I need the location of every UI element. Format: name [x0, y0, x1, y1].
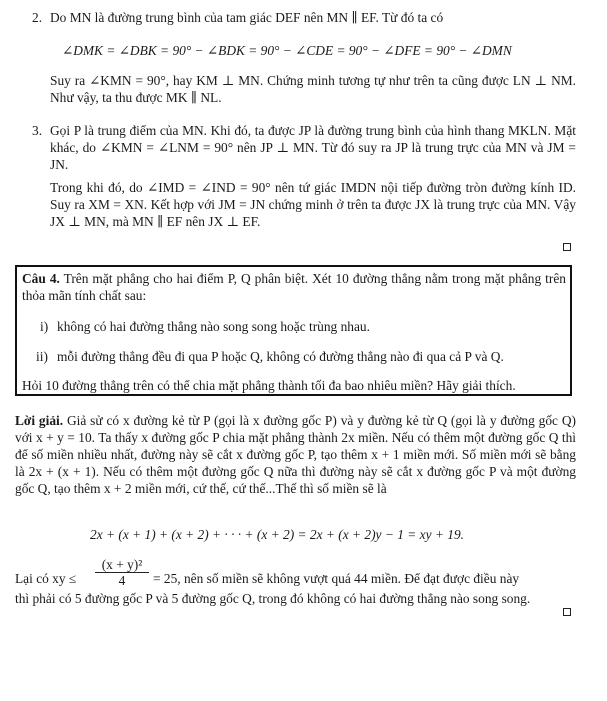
- condition-2-text: mỗi đường thẳng đều đi qua P hoặc Q, không có đường thẳng nào đi qua cả P và Q.: [57, 349, 504, 364]
- qed-square-icon: [563, 243, 571, 251]
- fraction: [95, 557, 149, 589]
- item-2-line1: Do MN là đường trung bình của tam giác DEF nên MN ∥ EF. Từ đó ta có: [50, 10, 444, 25]
- condition-1-number: i): [40, 319, 49, 334]
- item-3-number: 3.: [32, 123, 43, 138]
- question-text: Trên mặt phẳng cho hai điểm P, Q phân biệt. Xét 10 đường thẳng nằm trong mặt phẳng trên thỏa mãn tính chất sau:: [22, 271, 566, 303]
- question-statement: [22, 270, 566, 304]
- item-2-conclusion: Suy ra ∠KMN = 90°, hay KM ⊥ MN. Chứng minh tương tự như trên ta cũng được LN ⊥ NM. Như vậy, ta thu được MK ∥ NL.: [50, 73, 576, 105]
- question-ask: Hỏi 10 đường thẳng trên có thể chia mặt phẳng thành tối đa bao nhiêu miền? Hãy giải thích.: [22, 378, 516, 393]
- qed-square-icon: [563, 608, 571, 616]
- inequality-line: [15, 557, 580, 591]
- question-label: Câu 4.: [22, 271, 60, 286]
- condition-2-number: ii): [36, 349, 48, 364]
- condition-1-text: không có hai đường thẳng nào song song hoặc trùng nhau.: [57, 319, 370, 334]
- inequality-rest: = 25, nên số miền sẽ không vượt quá 44 miền. Để đạt được điều này: [153, 571, 520, 586]
- solution-sum-equation: 2x + (x + 1) + (x + 2) + · · · + (x + 2) = 2x + (x + 2)y − 1 = xy + 19.: [90, 527, 465, 542]
- inequality-prefix: Lại có xy ≤: [15, 571, 77, 586]
- item-3-paragraph-2: Trong khi đó, do ∠IMD = ∠IND = 90° nên tứ giác IMDN nội tiếp đường tròn đường kính ID. Suy ra XM = XN. Kết hợp với JM = JN chứng minh ở trên ta được JX là trung trực của MN. Vậy JX ⊥ MN, mà MN ∥ EF nên JX ⊥ EF.: [50, 180, 576, 229]
- solution-label: Lời giải.: [15, 413, 64, 428]
- item-3-paragraph-1: Gọi P là trung điểm của MN. Khi đó, ta được JP là đường trung bình của hình thang MKLN. Mặt khác, do ∠KMN = ∠LNM = 90° nên JP ⊥ MN. Từ đó suy ra JP là trung trực của MN và JM = JN.: [50, 123, 576, 172]
- item-2-number: 2.: [32, 10, 43, 25]
- item-2-equation: ∠DMK = ∠DBK = 90° − ∠BDK = 90° − ∠CDE = 90° − ∠DFE = 90° − ∠DMN: [62, 43, 512, 58]
- solution-paragraph: [15, 412, 576, 497]
- fraction-numerator: (x + y)²: [95, 557, 149, 573]
- solution-final: thì phải có 5 đường gốc P và 5 đường gốc Q, trong đó không có hai đường thẳng nào song song.: [15, 591, 531, 606]
- fraction-denominator: 4: [118, 573, 126, 588]
- solution-text: Giả sử có x đường kẻ từ P (gọi là x đường gốc P) và y đường kẻ từ Q (gọi là y đường gốc Q) với x + y = 10. Ta thấy x đường gốc P chia mặt phẳng thành 2x miền. Nếu có thêm một đường gốc Q thì để số miền nhiều nhất, đường này sẽ cắt x đường gốc P, tạo thêm x + 1 miền mới. Số miền mới sẽ bằng là 2x + (x + 1). Nếu có thêm một đường gốc Q nữa thì đường này sẽ cắt x đường gốc P và một đường gốc Q, tạo thêm x + 2 miền mới, cứ thế, cứ thế...Thế thì số miền sẽ là: [15, 413, 576, 496]
